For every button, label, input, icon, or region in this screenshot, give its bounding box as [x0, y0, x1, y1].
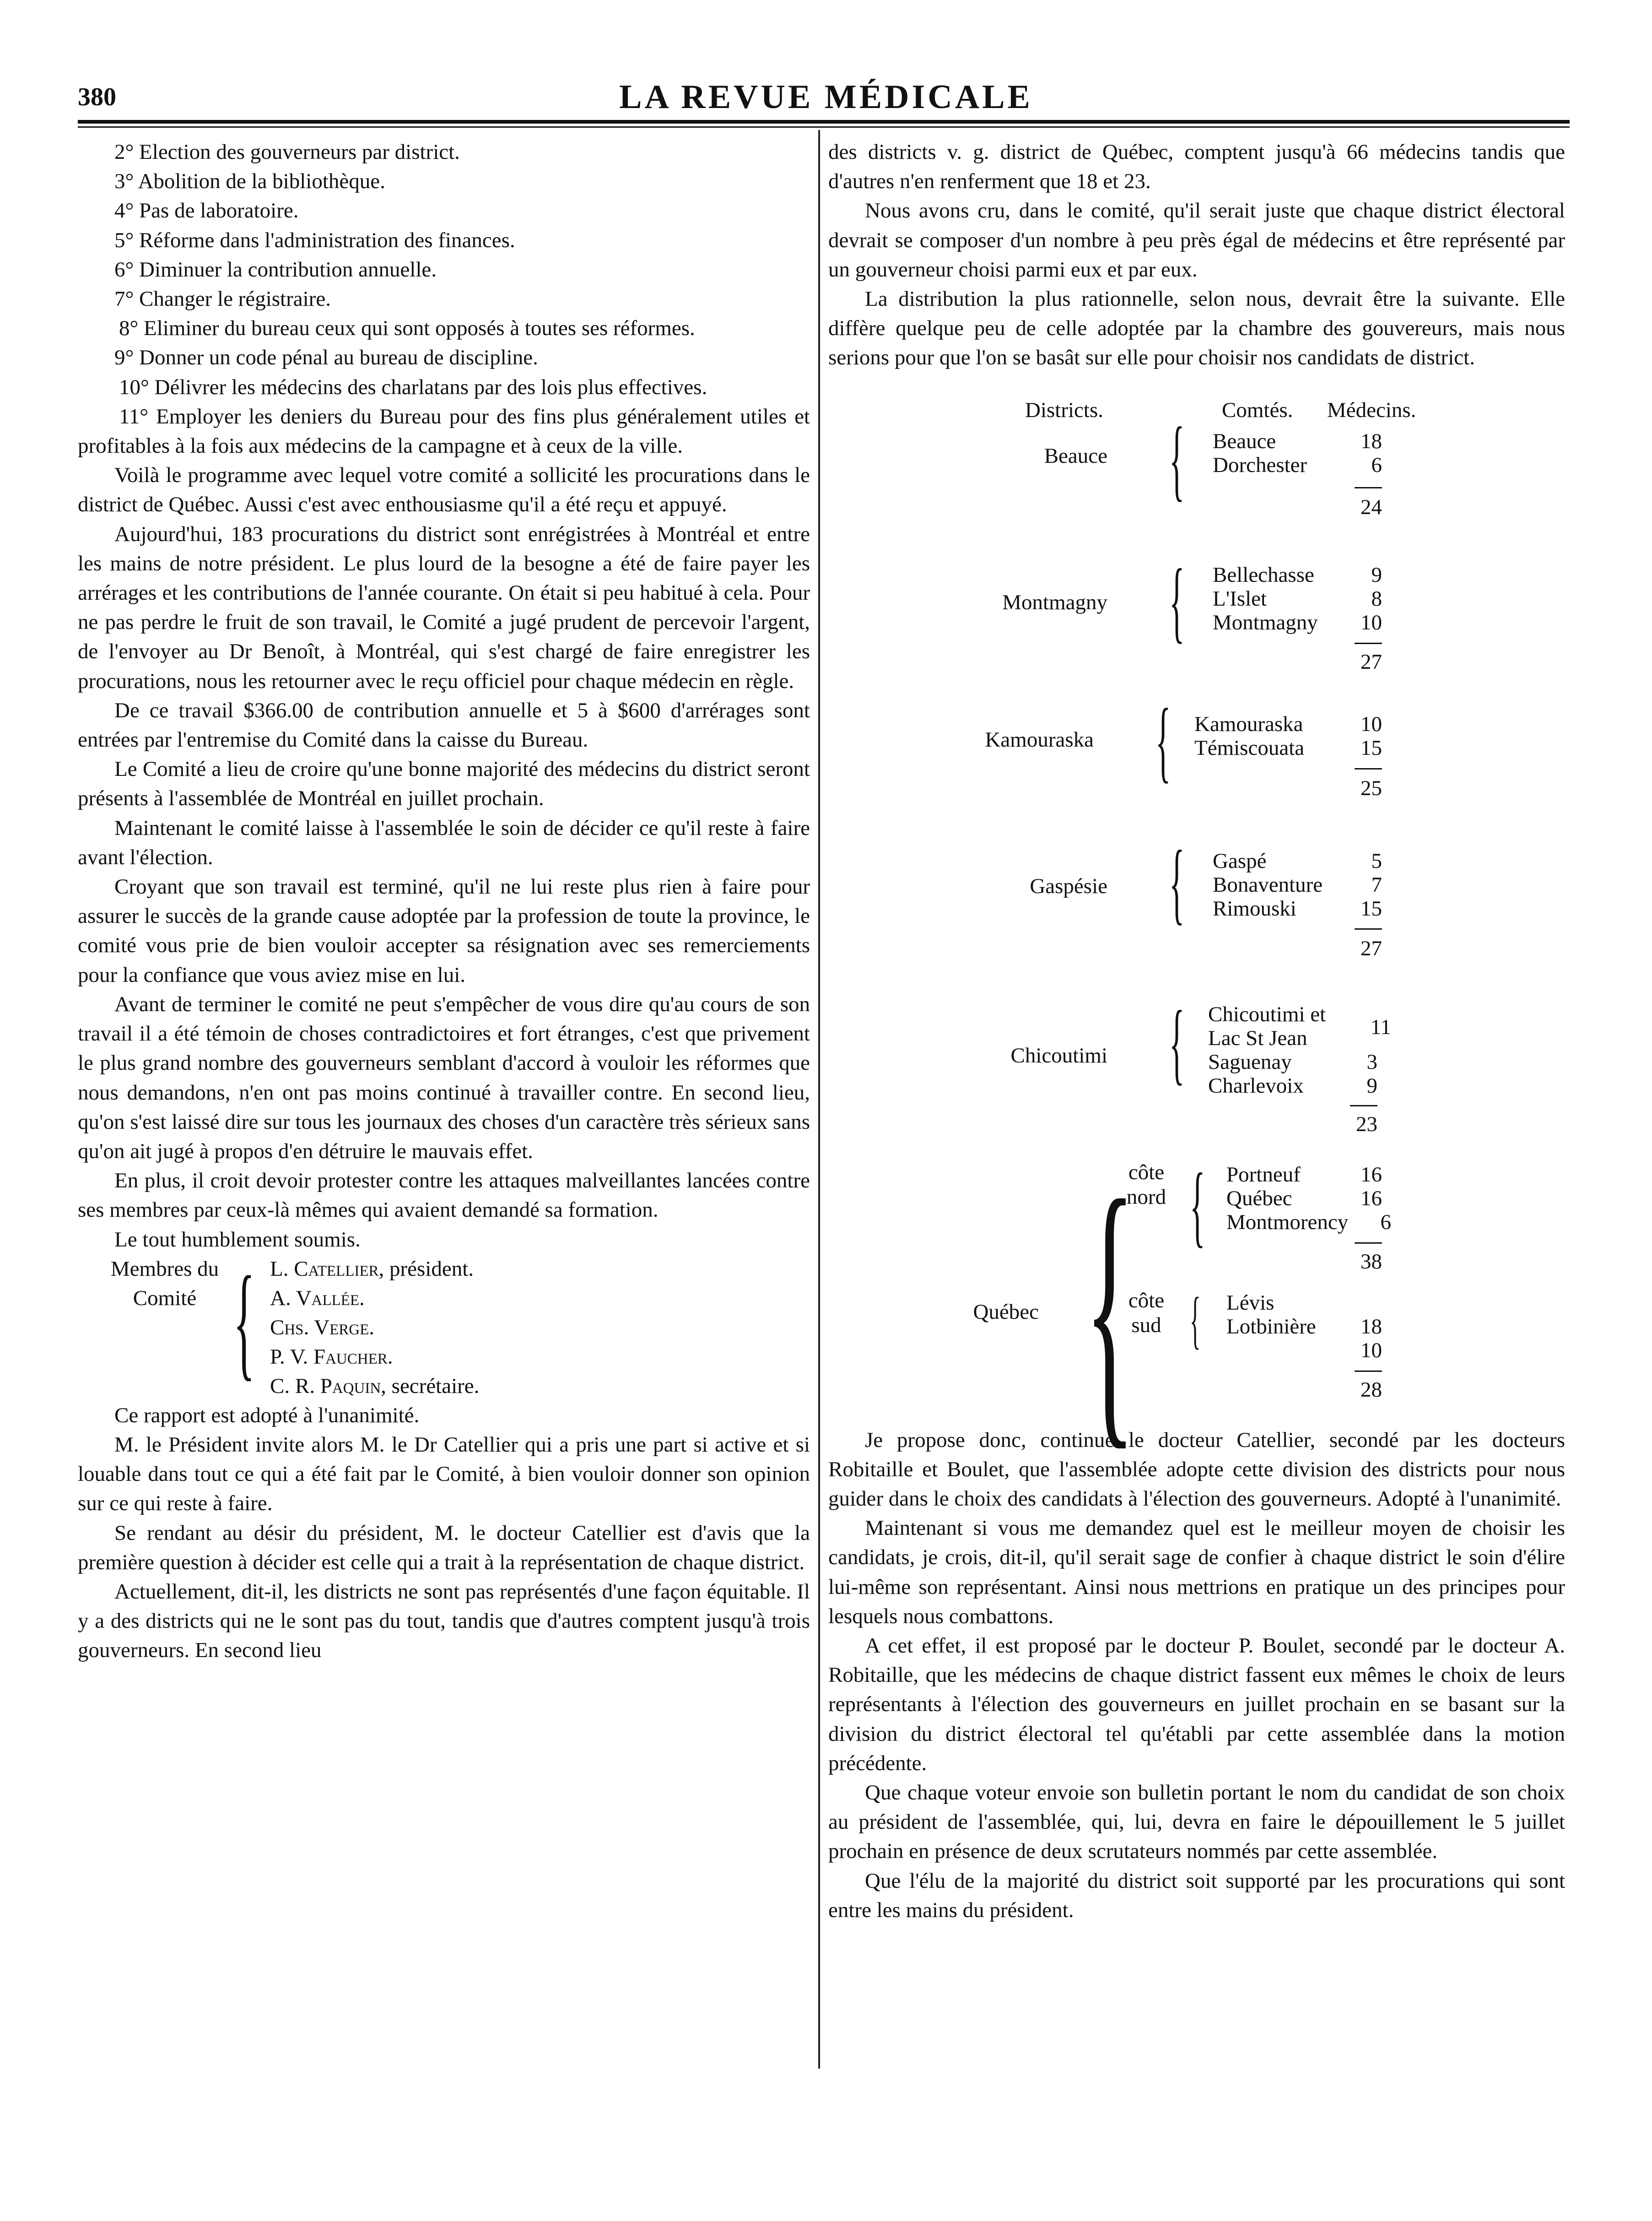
sub-district-label: côte nord — [1126, 1160, 1166, 1209]
paragraph: Avant de terminer le comité ne peut s'empêcher de vous dire qu'au cours de son travail il a été témoin de choses contradictoires et fort étranges, c'est que privement le plus grand nombre des gouverneurs semblant d'accord à vouloir les réformes que nous demandons, n'en ont pas moins continué à travailler contre. En second lieu, qu'on s'est laissé dire sur tous les journaux des choses d'un caractère très sérieux sans qu'on ait jugé à propos d'en détruire le mauvais effet. — [78, 992, 810, 1163]
right-column — [828, 137, 1565, 1925]
sub-district-total: 28 — [1360, 1377, 1382, 1402]
paragraph: Actuellement, dit-il, les districts ne sont pas représentés d'une façon équitable. Il y a des districts qui ne le sont pas du tout, tandis que d'autres comptent jusqu'à trois gouverneurs. En second lieu — [78, 1579, 810, 1663]
brace: { — [1169, 992, 1185, 1094]
list-item: 9° Donner un code pénal au bureau de discipline. — [114, 346, 538, 370]
left-column — [78, 137, 810, 1665]
members-label: Membres du Comité — [110, 1257, 219, 1310]
table-header-medecins: Médecins. — [1327, 398, 1416, 422]
member: L. Catellier, président. — [270, 1257, 474, 1281]
county-count: 15 — [1360, 736, 1382, 760]
brace: { — [233, 1249, 255, 1392]
county-count: 6 — [1380, 1210, 1391, 1234]
list-item: 6° Diminuer la contribution annuelle. — [114, 257, 437, 282]
district-name: Kamouraska — [985, 727, 1094, 752]
county-count: 5 — [1371, 849, 1382, 873]
paragraph: Le tout humblement soumis. — [114, 1227, 361, 1251]
brace: { — [1155, 690, 1171, 791]
district-name: Beauce — [1044, 444, 1107, 468]
brace: { — [1085, 1138, 1135, 1473]
list-item: 5° Réforme dans l'administration des finances. — [114, 228, 515, 252]
sum-rule — [1355, 1371, 1382, 1372]
page-header — [0, 73, 1652, 124]
paragraph: M. le Président invite alors M. le Dr Catellier qui a pris une part si active et si louable dans tout ce qui a été fait par le Comité, à bien vouloir donner son opinion sur ce qui reste à faire. — [78, 1432, 810, 1516]
paragraph: Ce rapport est adopté à l'unanimité. — [114, 1403, 420, 1427]
paragraph: Se rendant au désir du président, M. le docteur Catellier est d'avis que la première question à décider est celle qui a trait à la représentation de chaque district. — [78, 1521, 810, 1574]
county-name: Gaspé — [1213, 849, 1267, 873]
paragraph: Maintenant si vous me demandez quel est le meilleur moyen de choisir les candidats, je crois, dit-il, qu'il serait sage de confier à chaque district le soin d'élire lui-même son représentant. Ainsi nous mettrions en pratique un des principes pour lesquels nous combattons. — [828, 1516, 1565, 1628]
county-name: Portneuf — [1226, 1162, 1301, 1186]
list-item: 7° Changer le régistraire. — [114, 287, 331, 311]
sub-district-total: 38 — [1360, 1249, 1382, 1273]
sum-rule — [1355, 768, 1382, 769]
county-name: Québec — [1226, 1186, 1292, 1210]
journal-title: LA REVUE MÉDICALE — [619, 78, 1033, 116]
paragraph: Maintenant le comité laisse à l'assemblée le soin de décider ce qu'il reste à faire avant l'élection. — [78, 816, 810, 869]
paragraph: Le Comité a lieu de croire qu'une bonne majorité des médecins du district seront présents à l'assemblée de Montréal en juillet prochain. — [78, 757, 810, 811]
district-total: 27 — [1360, 936, 1382, 960]
member: C. R. Paquin, secrétaire. — [270, 1374, 480, 1398]
county-count: 10 — [1360, 1338, 1382, 1362]
list-item: 3° Abolition de la bibliothèque. — [114, 169, 385, 194]
district-name: Gaspésie — [1030, 874, 1107, 898]
county-name: L'Islet — [1213, 586, 1267, 611]
list-item: 10° Délivrer les médecins des charlatans par des lois plus effectives. — [119, 375, 707, 399]
county-count: 9 — [1371, 563, 1382, 587]
county-name: Charlevoix — [1208, 1073, 1304, 1098]
county-name: Saguenay — [1208, 1050, 1292, 1074]
sum-rule — [1355, 928, 1382, 930]
paragraph: des districts v. g. district de Québec, comptent jusqu'à 66 médecins tandis que d'autres n'en renferment que 18 et 23. — [828, 140, 1565, 194]
district-total: 24 — [1360, 495, 1382, 519]
members-list — [270, 1254, 479, 1401]
county-count: 7 — [1371, 872, 1382, 897]
district-name: Québec — [973, 1300, 1039, 1324]
column-divider — [818, 130, 820, 2069]
paragraph: Que l'élu de la majorité du district soit supporté par les procurations qui sont entre les mains du président. — [828, 1869, 1565, 1922]
county-count: 3 — [1366, 1050, 1377, 1074]
sum-rule — [1355, 487, 1382, 488]
paragraph: Que chaque voteur envoie son bulletin portant le nom du candidat de son choix au président de l'assemblée, qui, lui, devra en faire le dépouillement le 5 juillet prochain en présence de deux scrutateurs nommés par cette assemblée. — [828, 1781, 1565, 1863]
county-name: Lac St Jean — [1208, 1026, 1307, 1050]
county-count: 9 — [1366, 1073, 1377, 1098]
county-count: 18 — [1360, 429, 1382, 453]
county-count: 15 — [1360, 896, 1382, 921]
member: P. V. Faucher. — [270, 1344, 393, 1369]
county-count: 16 — [1360, 1186, 1382, 1210]
page-number: 380 — [78, 83, 116, 111]
county-count: 8 — [1371, 586, 1382, 611]
paragraph: Voilà le programme avec lequel votre comité a sollicité les procurations dans le district de Québec. Aussi c'est avec enthousiasme qu'il a été reçu et appuyé. — [78, 463, 810, 517]
paragraph: A cet effet, il est proposé par le docteur P. Boulet, secondé par le docteur A. Robitaille, que les médecins de chaque district fassent eux mêmes le choix de leurs représentants à l'élection des gouverneurs en juillet prochain en se basant sur la division du district électoral tel qu'établi par cette assemblée dans la motion précédente. — [828, 1634, 1565, 1775]
paragraph: Nous avons cru, dans le comité, qu'il serait juste que chaque district électoral devrait se composer d'un nombre à peu près égal de médecins et être représenté par un gouverneur choisi parmi eux et par eux. — [828, 199, 1565, 282]
header-rule-thin — [78, 126, 1570, 128]
sub-district-label: côte sud — [1128, 1288, 1165, 1337]
county-name: Montmorency — [1226, 1210, 1349, 1234]
header-rule — [78, 120, 1570, 124]
county-name: Bonaventure — [1213, 872, 1323, 897]
district-total: 25 — [1360, 776, 1382, 800]
brace: { — [1169, 408, 1185, 510]
paragraph: Aujourd'hui, 183 procurations du district sont enrégistrées à Montréal et entre les mains de notre président. Le plus lourd de la besogne a été de faire payer les arrérages et les contributions de l'année courante. On était si peu habitué à cela. Pour ne pas perdre le fruit de son travail, le Comité a jugé prudent de percevoir l'argent, de l'envoyer au Dr Benoît, à Montréal, qui s'est chargé de faire enregistrer les procurations, nous les retourner avec le reçu officiel pour chaque médecin en règle. — [78, 522, 810, 693]
county-name: Beauce — [1213, 429, 1276, 453]
member: A. Vallée. — [270, 1286, 365, 1310]
paragraph: En plus, il croit devoir protester contre les attaques malveillantes lancées contre ses membres par ceux-là mêmes qui avaient demandé sa formation. — [78, 1169, 810, 1222]
county-name: Bellechasse — [1213, 563, 1314, 587]
county-count: 16 — [1360, 1162, 1382, 1186]
committee-signature — [78, 1249, 810, 1401]
list-item: 8° Eliminer du bureau ceux qui sont opposés à toutes ses réformes. — [119, 316, 695, 341]
paragraph: La distribution la plus rationnelle, selon nous, devrait être la suivante. Elle diffère quelque peu de celle adoptée par la chambre des gouvereurs, mais nous serions pour que l'on se basât sur elle pour choisir nos candidats de district. — [828, 287, 1565, 370]
county-name: Lotbinière — [1226, 1314, 1316, 1338]
sum-rule — [1355, 643, 1382, 644]
county-count: 10 — [1360, 610, 1382, 634]
district-total: 27 — [1360, 650, 1382, 674]
sum-rule — [1355, 1242, 1382, 1244]
county-name: Kamouraska — [1194, 712, 1303, 736]
county-count: 10 — [1360, 712, 1382, 736]
county-count: 11 — [1370, 1015, 1391, 1039]
county-count: 18 — [1360, 1314, 1382, 1338]
brace: { — [1190, 1154, 1205, 1256]
county-name: Chicoutimi et — [1208, 1002, 1326, 1026]
district-name: Montmagny — [1002, 590, 1107, 614]
county-name: Montmagny — [1213, 610, 1318, 634]
paragraph: De ce travail $366.00 de contribution annuelle et 5 à $600 d'arrérages sont entrées par l'entremise du Comité dans la caisse du Bureau. — [78, 698, 810, 752]
district-name: Chicoutimi — [1010, 1043, 1107, 1067]
list-item: 4° Pas de laboratoire. — [114, 199, 299, 223]
paragraph: Croyant que son travail est terminé, qu'il ne lui reste plus rien à faire pour assurer le succès de la grande cause adoptée par la profession de toute la province, le comité vous prie de bien vouloir accepter sa résignation avec ses remerciements pour la confiance que vous aviez mise en lui. — [78, 875, 810, 987]
brace: { — [1169, 832, 1185, 933]
member: Chs. Verge. — [270, 1315, 375, 1339]
table-header-districts: Districts. — [1025, 398, 1104, 422]
list-item: 11° Employer les deniers du Bureau pour des fins plus généralement utiles et profitables à la fois aux médecins de la campagne et à ceux de la ville. — [78, 404, 810, 458]
sum-rule — [1350, 1105, 1377, 1106]
county-name: Lévis — [1226, 1290, 1274, 1315]
brace: { — [1169, 550, 1185, 652]
county-name: Dorchester — [1213, 453, 1307, 477]
table-header-comtes: Comtés. — [1222, 398, 1293, 422]
district-total: 23 — [1356, 1112, 1377, 1136]
county-count: 6 — [1371, 453, 1382, 477]
brace: { — [1190, 1284, 1201, 1355]
list-item: 2° Election des gouverneurs par district. — [114, 140, 460, 164]
county-name: Témiscouata — [1194, 736, 1305, 760]
county-name: Rimouski — [1213, 896, 1296, 921]
paragraph: Je propose donc, continue le docteur Catellier, secondé par les docteurs Robitaille et Boulet, que l'assemblée adopte cette division des districts pour nous guider dans le choix des candidats à l'élection des gouverneurs. Adopté à l'unanimité. — [828, 1428, 1565, 1511]
